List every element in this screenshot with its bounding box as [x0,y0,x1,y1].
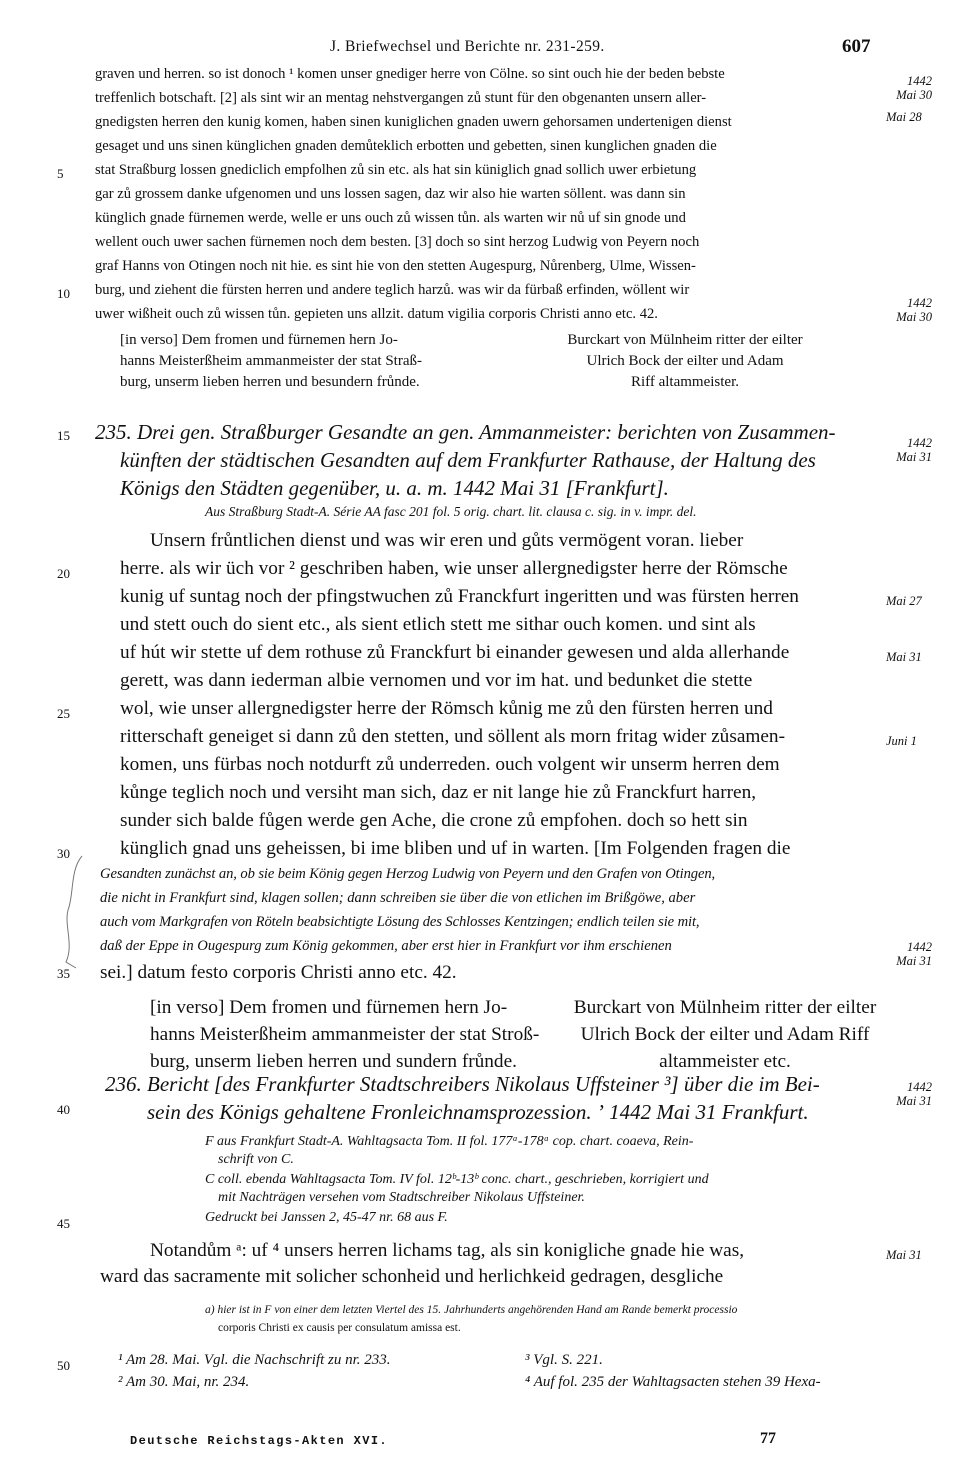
summary-line: daß der Eppe in Ougespurg zum König gekommen, aber erst hier in Frankfurt vor ihm erschienen [100,938,672,954]
signature-line: Burckart von Mülnheim ritter der eilter [567,332,803,348]
footnote-2: ² Am 30. Mai, nr. 234. [118,1374,250,1390]
doc-235-address [150,994,539,1075]
text-line: kunig uf suntag noch der pfingstwuchen zů Franckfurt ingeritten und was fürsten herren [120,586,799,607]
regest-line: 236. Bericht [des Frankfurter Stadtschreibers Nikolaus Uffsteiner ³] über die im Bei- [105,1072,820,1096]
margin-date: 1442 Mai 31 [896,436,932,464]
line-number: 15 [57,428,70,443]
summary-line: die nicht in Frankfurt sind, klagen sollen; dann schreiben sie über die von etlichen im Brißgöwe, aber [100,890,696,906]
source-line: Gedruckt bei Janssen 2, 45-47 nr. 68 aus F. [205,1210,448,1225]
text-line: herre. als wir üch vor ² geschriben haben, wie unser allergnedigster herre der Römsche [120,558,788,579]
text-line: komen, uns fürbas noch notdurft zů underreden. ouch volgent wir unserm herren dem [120,754,780,775]
margin-date: Mai 27 [886,594,922,608]
signature-line: Ulrich Bock der eilter und Adam [586,353,784,369]
signature-line: altammeister etc. [659,1051,791,1072]
doc-235-signatures [560,994,890,1075]
text-line: sunder sich balde fůgen werde gen Ache, die crone zů empfohen. doch so hett sin [120,810,748,831]
address-line: hanns Meisterßheim ammanmeister der stat Straß- [120,353,422,369]
text-line: ritterschaft geneiget si dann zů den stetten, und söllent als morn fritag wider zůsamen- [120,726,785,747]
text-line: stat Straßburg lossen gnediclich empfolhen zů sin etc. als hat sin küniglich gnad sollich uwer erbietung [95,162,697,178]
text-line: künglich gnade fürnemen werde, welle er uns ouch zů wissen tůn. als warten wir nů uf sin gnode und [95,210,686,226]
doc-234-address [120,330,422,393]
text-line: ward das sacramente mit solicher schonheid und herlichkeid gedragen, desgliche [100,1266,724,1287]
footnote-3: ³ Vgl. S. 221. [525,1352,603,1368]
regest-line: Königs den Städten gegenüber, u. a. m. 1442 Mai 31 [Frankfurt]. [120,476,669,500]
regest-line: sein des Königs gehaltene Fronleichnamsprozession. ʼ 1442 Mai 31 Frankfurt. [147,1100,809,1124]
line-number: 30 [57,846,70,861]
line-number: 25 [57,706,70,721]
summary-line: Gesandten zunächst an, ob sie beim König gegen Herzog Ludwig von Peyern und den Grafen von Otingen, [100,866,716,882]
source-line: mit Nachträgen versehen vom Stadtschreiber Nikolaus Uffsteiner. [218,1190,585,1205]
text-line: gnedigsten herren den kunig komen, haben sinen kuniglichen gnaden uwern gehorsamen undertenigen dienst [95,114,732,130]
text-line: gar zů grossem danke ufgenomen und uns lossen sagen, daz wir also hie warten söllent. was dann sin [95,186,686,202]
running-title: J. Briefwechsel und Berichte nr. 231-259. [330,38,605,55]
signature-number: 77 [760,1430,776,1447]
signature-footer: Deutsche Reichstags-Akten XVI. [130,1434,389,1448]
line-number: 50 [57,1358,70,1373]
margin-date: Juni 1 [886,734,917,748]
source-line: F aus Frankfurt Stadt-A. Wahltagsacta Tom. II fol. 177ᵃ-178ᵃ cop. chart. coaeva, Rein- [205,1134,694,1149]
text-line: burg, und ziehent die fürsten herren und andere teglich harzů. was wir da fürbaß erfinden, wöllent wir [95,282,690,298]
signature-line: Burckart von Mülnheim ritter der eilter [573,997,877,1018]
doc-236-regest [95,1072,820,1128]
text-line: und stett ouch do sient etc., als sient etlich stett me sithar ouch komen. und sint als [120,614,756,635]
margin-date: 1442 Mai 30 [896,296,932,324]
text-line: wol, wie unser allergnedigster herre der Römsch kůnig me zů den fürsten herren und [120,698,773,719]
text-line: gesaget und uns sinen künglichen gnaden demůteklich erbotten und gebetten, sinen kunglichen gnaden die [95,138,717,154]
margin-date: Mai 31 [886,1248,922,1262]
summary-line: auch vom Markgrafen von Röteln beabsichtigte Lösung des Schlosses Kentzingen; endlich teilen sie mit, [100,914,700,930]
signature-line: Ulrich Bock der eilter und Adam Riff [580,1024,870,1045]
footnote-1: ¹ Am 28. Mai. Vgl. die Nachschrift zu nr. 233. [118,1352,391,1368]
margin-date: 1442 Mai 31 [896,940,932,968]
text-line: Unsern frůntlichen dienst und was wir eren und gůts vermögent voran. lieber [150,530,744,551]
line-number: 5 [57,166,64,181]
text-line: sei.] datum festo corporis Christi anno etc. 42. [100,962,457,983]
text-line: treffenlich botschaft. [2] als sint wir an mentag nehstvergangen zů stunt für den obgenanten unsern aller- [95,90,707,106]
address-line: burg, unserm lieben herren und sundern frůnde. [150,1051,517,1072]
line-number: 45 [57,1216,70,1231]
line-number: 10 [57,286,70,301]
text-line: uf hút wir stette uf dem rothuse zů Franckfurt bi einander gewesen und alda allerhande [120,642,790,663]
doc-235-source: Aus Straßburg Stadt-A. Série AA fasc 201 fol. 5 orig. chart. lit. clausa c. sig. in v. impr. del. [205,504,697,519]
margin-date: Mai 28 [886,110,922,124]
source-line: schrift von C. [218,1152,294,1167]
page-header [0,20,960,57]
page-number: 607 [842,36,871,57]
margin-date: Mai 31 [886,650,922,664]
text-line: wellent ouch uwer sachen fürnemen noch dem besten. [3] doch so sint herzog Ludwig von Peyern noch [95,234,700,250]
margin-date: 1442 Mai 30 [896,74,932,102]
regest-line: künften der städtischen Gesandten auf dem Frankfurter Rathause, der Haltung des [120,448,816,472]
text-line: graf Hanns von Otingen noch nit hie. es sint hie von den stetten Augespurg, Nůrenberg, Ulme, Wissen- [95,258,696,274]
handwritten-bracket-mark [60,850,90,970]
margin-date: 1442 Mai 31 [896,1080,932,1108]
footnote-a: corporis Christi ex causis per consulatum amissa est. [218,1322,461,1334]
footnote-a: a) hier ist in F von einer dem letzten Viertel des 15. Jahrhunderts angehörenden Hand am Rande bemerkt processio [205,1304,738,1316]
text-line: kůnge teglich noch und versiht man sich, daz er nit lange hie zů Franckfurt harren, [120,782,757,803]
text-line: graven und herren. so ist donoch ¹ komen unser gnediger herre von Cölne. so sint ouch hie der beden bebste [95,66,725,82]
doc-235-regest [95,420,836,504]
address-line: hanns Meisterßheim ammanmeister der stat Stroß- [150,1024,540,1045]
source-line: C coll. ebenda Wahltagsacta Tom. IV fol. 12ᵇ-13ᵇ conc. chart., geschrieben, korrigiert und [205,1172,709,1187]
text-line: uwer wißheit ouch zů wissen tůn. gepieten uns allzit. datum vigilia corporis Christi anno etc. 42. [95,306,658,322]
address-line: [in verso] Dem fromen und fürnemen hern Jo- [150,997,508,1018]
line-number: 20 [57,566,70,581]
text-line: gerett, was dann iederman albie vernomen und vor im hat. und bedunket die stette [120,670,753,691]
line-number: 40 [57,1102,70,1117]
text-line: künglich gnad uns geheissen, bi ime bliben und uf in warten. [Im Folgenden fragen die [120,838,791,859]
address-line: burg, unserm lieben herren und besundern frůnde. [120,374,420,390]
signature-line: Riff altammeister. [630,374,740,390]
doc-234-signatures [525,330,845,393]
line-number: 35 [57,966,70,981]
text-line: Notandům ᵃ: uf ⁴ unsers herren lichams tag, als sin konigliche gnade hie was, [150,1240,745,1261]
footnote-4: ⁴ Auf fol. 235 der Wahltagsacten stehen 39 Hexa- [525,1374,821,1390]
address-line: [in verso] Dem fromen und fürnemen hern Jo- [120,332,398,348]
regest-line: 235. Drei gen. Straßburger Gesandte an gen. Ammanmeister: berichten von Zusammen- [95,420,836,444]
